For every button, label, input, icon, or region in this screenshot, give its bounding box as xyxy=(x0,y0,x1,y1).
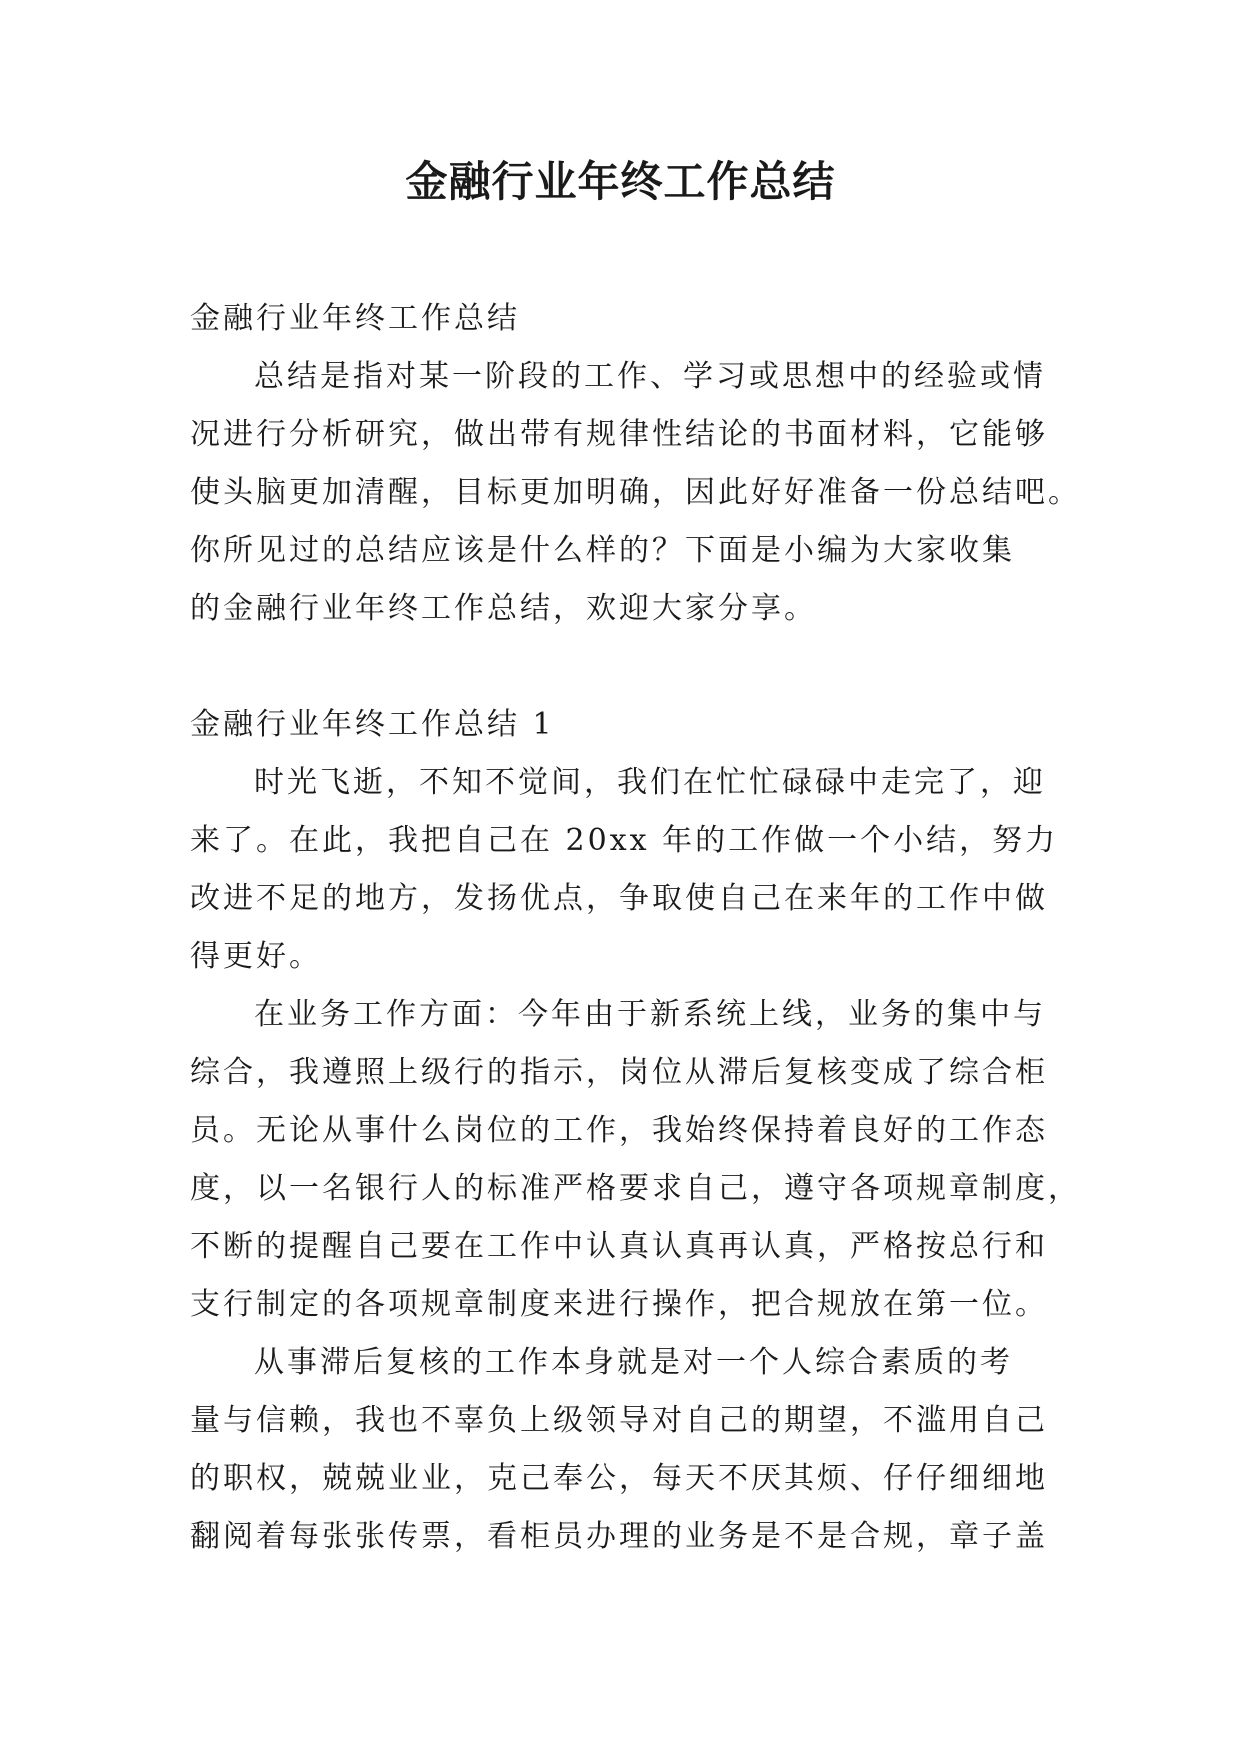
paragraph-3-line: 量与信赖，我也不辜负上级领导对自己的期望，不滥用自己 xyxy=(190,1403,1048,1438)
paragraph-2-line: 度，以一名银行人的标准严格要求自己，遵守各项规章制度， xyxy=(190,1171,1081,1206)
intro-paragraph-line: 你所见过的总结应该是什么样的？下面是小编为大家收集 xyxy=(190,533,1015,568)
paragraph-2-line: 综合，我遵照上级行的指示，岗位从滞后复核变成了综合柜 xyxy=(190,1055,1048,1090)
paragraph-2-line: 员。无论从事什么岗位的工作，我始终保持着良好的工作态 xyxy=(190,1113,1048,1148)
paragraph-3-line: 的职权，兢兢业业，克己奉公，每天不厌其烦、仔仔细细地 xyxy=(190,1461,1048,1496)
paragraph-1-line: 时光飞逝，不知不觉间，我们在忙忙碌碌中走完了，迎 xyxy=(254,765,1046,800)
document-body xyxy=(190,290,1081,1566)
intro-heading: 金融行业年终工作总结 xyxy=(190,301,520,336)
paragraph-1-line: 来了。在此，我把自己在 20xx 年的工作做一个小结，努力 xyxy=(190,823,1059,858)
paragraph-3-line: 翻阅着每张张传票，看柜员办理的业务是不是合规，章子盖 xyxy=(190,1519,1048,1554)
intro-paragraph-line: 使头脑更加清醒，目标更加明确，因此好好准备一份总结吧。 xyxy=(190,475,1081,510)
paragraph-3-line: 从事滞后复核的工作本身就是对一个人综合素质的考 xyxy=(254,1345,1013,1380)
paragraph-2-line: 支行制定的各项规章制度来进行操作，把合规放在第一位。 xyxy=(190,1287,1048,1322)
section-heading-1: 金融行业年终工作总结 1 xyxy=(190,707,555,742)
paragraph-1-line: 得更好。 xyxy=(190,939,322,974)
document-title: 金融行业年终工作总结 xyxy=(405,157,836,206)
intro-paragraph-line: 况进行分析研究，做出带有规律性结论的书面材料，它能够 xyxy=(190,417,1048,452)
paragraph-2-line: 在业务工作方面：今年由于新系统上线，业务的集中与 xyxy=(254,997,1046,1032)
intro-paragraph-line: 的金融行业年终工作总结，欢迎大家分享。 xyxy=(190,591,817,626)
paragraph-2-line: 不断的提醒自己要在工作中认真认真再认真，严格按总行和 xyxy=(190,1229,1048,1264)
intro-paragraph-line: 总结是指对某一阶段的工作、学习或思想中的经验或情 xyxy=(254,359,1046,394)
paragraph-1-line: 改进不足的地方，发扬优点，争取使自己在来年的工作中做 xyxy=(190,881,1048,916)
section-gap xyxy=(190,638,1060,696)
